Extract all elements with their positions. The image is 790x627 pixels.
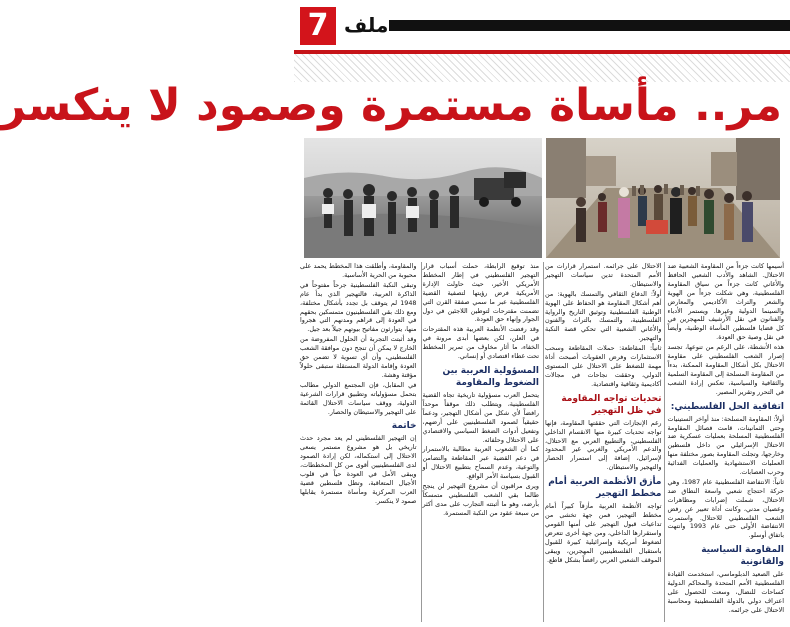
- header-black-bar: [389, 20, 790, 31]
- subheading: اتفاقية الحل الفلسطيني:: [670, 401, 784, 412]
- page-number: 7: [300, 7, 336, 45]
- paragraph: ثانياً: الانتفاضة الفلسطينية عام 1987، وهي حركة احتجاج شعبي واسعة النطاق ضد الاحتلال، شملت إضرابات ومظاهرات وعصيان مدني، وكانت أداة تعبير عن رفض الشعب الفلسطيني للاحتلال. واستمرت الانتفاضة الأولى حتى عام 1993 وانتهت باتفاق أوسلو.: [667, 477, 784, 540]
- article-column-1: [668, 262, 785, 622]
- paragraph: أسيمها كانت جزءاً من المقاومة الشعبية ضد الاحتلال. الشاهد والأدب الشعبي الحافظ والأغاني كانت جزءاً من سياق المقاومة الفلسطينية، وهي شكلت جزءاً من الهوية والشعر والتراث الأكاديمي والمعارض والسينما الدولية وغيرها. ويستمر الأدباء والفنانون في نقل الأرشيف للمهجرين في كل قضايا فلسطين المأساة الوطنية، وأيضاً في نقل وصية حق العودة.: [667, 262, 784, 342]
- paragraph: وقد رفضت الأنظمة العربية هذه المقترحات في العلن، لكن بعضها أبدى مرونة في الخفاء، ما أثار مخاوف من تمرير المخطط تحت غطاء اقتصادي أو إنساني.: [422, 325, 539, 361]
- paragraph: على الصعيد الدبلوماسي، استخدمت القيادة الفلسطينية الأمم المتحدة والمحاكم الدولية كساحات للنضال، وسعت للحصول على اعتراف دولي بالدولة الفلسطينية ومحاسبة الاحتلال على جرائمه.: [667, 570, 784, 614]
- paragraph: ويرى مراقبون أن مشروع التهجير لن ينجح طالما بقي الشعب الفلسطيني متمسكاً بأرضه، وهو ما أثبتته التجارب على مدى أكثر من سبعة عقود من النكبة المستمرة.: [422, 482, 539, 517]
- subheading: خاتمة: [391, 421, 417, 432]
- paragraph: تواجه الأنظمة العربية مأزقاً كبيراً أمام مخطط التهجير، فمن جهة تخشى من تداعيات قبول التهجير على أمنها القومي واستقرارها الداخلي، ومن جهة أخرى تتعرض لضغوط أمريكية وإسرائيلية كبيرة للقبول باستقبال الفلسطينيين المهجرين، ويبقى الموقف الشعبي العربي رافضاً بشكل قاطع.: [545, 502, 662, 564]
- subheading: مأزق الأنظمة العربية أمام مخطط التهجير: [548, 477, 662, 500]
- page-header: [294, 0, 790, 50]
- paragraph: وتبقى النكبة الفلسطينية جرحاً مفتوحاً في الذاكرة العربية، فالتهجير الذي بدأ عام 1948 لم يتوقف بل تجدد بأشكال مختلفة، ومع ذلك بقي الفلسطينيون متمسكين بحقهم في العودة إلى قراهم ومدنهم التي هجروا منها، يتوارثون مفاتيح بيوتهم جيلاً بعد جيل.: [300, 280, 417, 334]
- subheading: تحديات تواجه المقاومة في ظل التهجير: [561, 393, 662, 416]
- paragraph: هذه الأنشطة، على الرغم من تنوعها، تجسد إصرار الشعب الفلسطيني على مقاومة الاحتلال بكل أشكال المقاومة الممكنة، بدءاً من المقاومة المسلحة إلى المقاومة السلمية والثقافية والسياسية، تعكس إرادة الشعب في التحرر وتقرير المصير.: [667, 343, 784, 396]
- historic-refugees-image: [304, 138, 542, 258]
- section-label: ملف: [344, 13, 389, 37]
- article-column-4: [300, 262, 417, 622]
- displaced-crowd-image: [546, 138, 780, 258]
- paragraph: منذ توقيع الرابطة، حملت أسباب قرار التهجير الفلسطيني في إطار المخطط الأمريكي الأخير، حيث حاولت الإدارة الأمريكية فرض رؤيتها لتصفية القضية الفلسطينية عبر ما سمي صفقة القرن التي تضمنت مقترحات لتوطين اللاجئين في دول الجوار وإنهاء حق العودة.: [422, 262, 539, 324]
- paragraph: رغم الإنجازات التي حققتها المقاومة، فإنها تواجه تحديات كبيرة منها الانقسام الداخلي الفلسطيني، والتطبيع العربي مع الاحتلال، والدعم الأمريكي والغربي غير المحدود لإسرائيل، إضافة إلى استمرار الحصار والتهجير والاستيطان.: [545, 418, 662, 472]
- paragraph: إن التهجير الفلسطيني لم يعد مجرد حدث تاريخي بل هو مشروع مستمر يسعى الاحتلال إلى استكماله، لكن إرادة الصمود لدى الفلسطينيين أقوى من كل المخططات، ويبقى الأمل في العودة حياً في قلوب الأجيال المتعاقبة، وتظل فلسطين قضية العرب المركزية ومأساة مستمرة يقابلها صمود لا ينكسر.: [300, 434, 417, 505]
- paragraph: ثانياً: المقاطعة: حملات المقاطعة وسحب الاستثمارات وفرض العقوبات أصبحت أداة مهمة للضغط على الاحتلال على المستوى الدولي، وحققت نجاحات في مجالات أكاديمية وثقافية واقتصادية.: [545, 344, 662, 388]
- article-column-2: [545, 262, 662, 622]
- displaced-crowd-photo: [546, 138, 780, 258]
- paragraph: أولاً: الدفاع الثقافي والتمسك بالهوية: من أهم أشكال المقاومة هو الحفاظ على الهوية الوطنية الفلسطينية وتوثيق التاريخ والرواية الفلسطينية، والتمسك بالتراث والفنون والأغاني الشعبية التي تحكي قصة النكبة والتهجير.: [545, 289, 662, 343]
- headline: مر.. مأساة مستمرة وصمود لا ينكسر: [0, 80, 782, 131]
- paragraph: والمقاومة، وأطلقت هذا المخطط يحمد على محبوبة من الحرية الأساسية.: [300, 262, 417, 279]
- paragraph: كما أن الشعوب العربية مطالبة بالاستمرار في دعم القضية عبر المقاطعة والتضامن والتوعية، وعدم السماح بتطبيع الاحتلال أو القبول بسياسة الأمر الواقع.: [422, 445, 539, 481]
- paragraph: الاحتلال على جرائمه. استمرار قرارات من الأمم المتحدة تدين سياسات التهجير والاستيطان.: [545, 262, 662, 288]
- paragraph: وقد أثبتت التجربة أن الحلول المفروضة من الخارج لا يمكن أن تنجح دون موافقة الشعب الفلسطيني، وأن أي تسوية لا تضمن حق العودة وإقامة الدولة المستقلة ستبقى حلولاً مؤقتة وهشة.: [300, 335, 417, 379]
- historic-refugees-photo: [304, 138, 542, 258]
- subheading: المقاومة السياسية والقانونية: [701, 545, 784, 568]
- paragraph: أولاً: المقاومة المسلحة: منذ أواخر الستينيات وحتى الثمانينات، قامت فصائل المقاومة الفلسطينية المسلحة بعمليات عسكرية ضد الاحتلال الإسرائيلي من داخل فلسطين وخارجها، وتجلت المقاومة بصور مختلفة منها العمليات الاستشهادية والعمليات الفدائية وحرب العصابات.: [667, 414, 784, 477]
- article-column-3: [423, 262, 540, 622]
- subheading: المسؤولية العربية بين الضغوط والمقاومة: [442, 365, 539, 388]
- paragraph: في المقابل، فإن المجتمع الدولي مطالب بتحمل مسؤولياته وتطبيق قرارات الشرعية الدولية، ووقف سياسات الاحتلال القائمة على التهجير والاستيطان والحصار.: [300, 380, 417, 416]
- article-body: [300, 262, 784, 622]
- paragraph: يتحمل العرب مسؤولية تاريخية تجاه القضية الفلسطينية، ويتطلب ذلك موقفاً موحداً رافضاً لأي شكل من أشكال التهجير، ودعماً حقيقياً لصمود الفلسطينيين على أرضهم، وتفعيل أدوات الضغط السياسي والاقتصادي على الاحتلال وحلفائه.: [422, 390, 539, 444]
